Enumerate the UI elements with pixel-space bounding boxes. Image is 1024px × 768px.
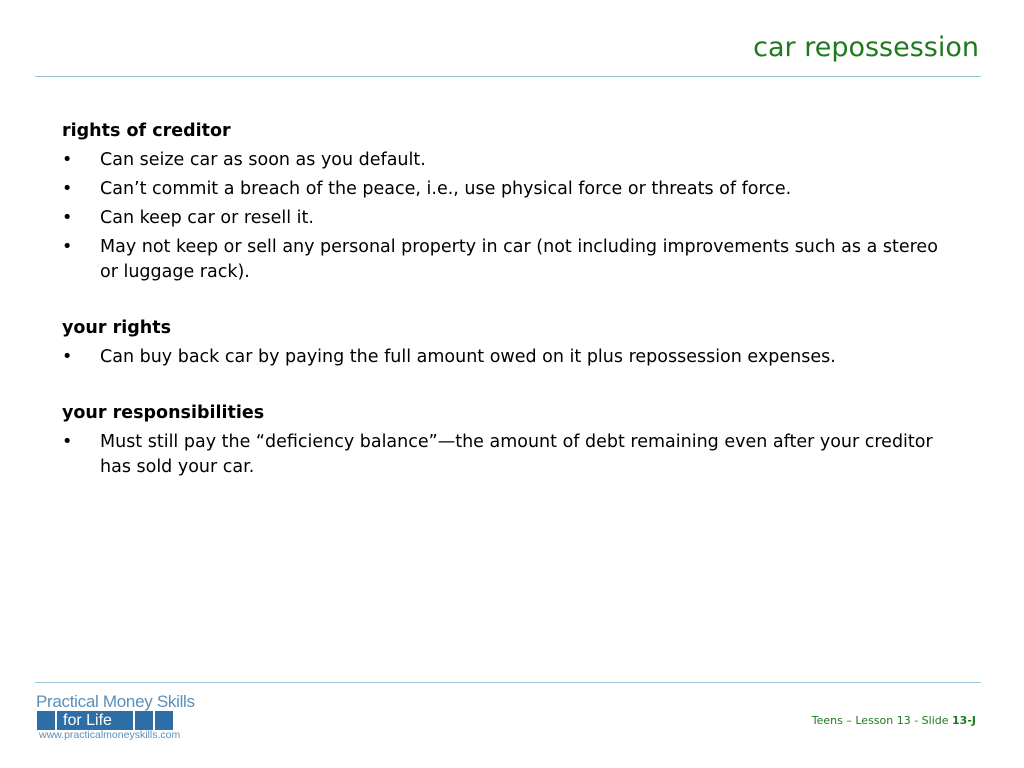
slide-content [62, 118, 942, 510]
footer-divider [35, 682, 981, 683]
bullet-list [62, 345, 942, 370]
section-your-rights [62, 315, 942, 370]
logo-line2: for Life [63, 712, 112, 729]
title-divider [35, 76, 981, 77]
logo-square [37, 711, 55, 730]
section-heading: your responsibilities [62, 403, 265, 423]
logo-url: www.practicalmoneyskills.com [39, 729, 181, 741]
bullet-item: • Must still pay the “deficiency balance”—the amount of debt remaining even after your creditor has sold your car. [62, 430, 942, 480]
bullet-item: • Can keep car or resell it. [62, 206, 942, 231]
section-rights-of-creditor [62, 118, 942, 285]
bullet-list [62, 430, 942, 480]
logo-square [155, 711, 173, 730]
logo-blocks [37, 711, 173, 730]
slide-title: car repossession [753, 32, 979, 63]
section-heading: your rights [62, 318, 172, 338]
logo-box [57, 711, 133, 730]
slide-number: 13-J [952, 714, 976, 727]
bullet-item: • May not keep or sell any personal property in car (not including improvements such as a stereo or luggage rack). [62, 235, 942, 285]
practical-money-skills-logo [35, 692, 235, 746]
logo-square [135, 711, 153, 730]
footer-text: Teens – Lesson 13 - Slide [811, 714, 953, 727]
slide-footer [812, 714, 976, 727]
bullet-list [62, 148, 942, 285]
bullet-item: • Can buy back car by paying the full amount owed on it plus repossession expenses. [62, 345, 942, 370]
section-your-responsibilities [62, 400, 942, 480]
logo-line1: Practical Money Skills [36, 692, 195, 711]
bullet-item: • Can seize car as soon as you default. [62, 148, 942, 173]
section-heading: rights of creditor [62, 121, 231, 141]
bullet-item: • Can’t commit a breach of the peace, i.e., use physical force or threats of force. [62, 177, 942, 202]
